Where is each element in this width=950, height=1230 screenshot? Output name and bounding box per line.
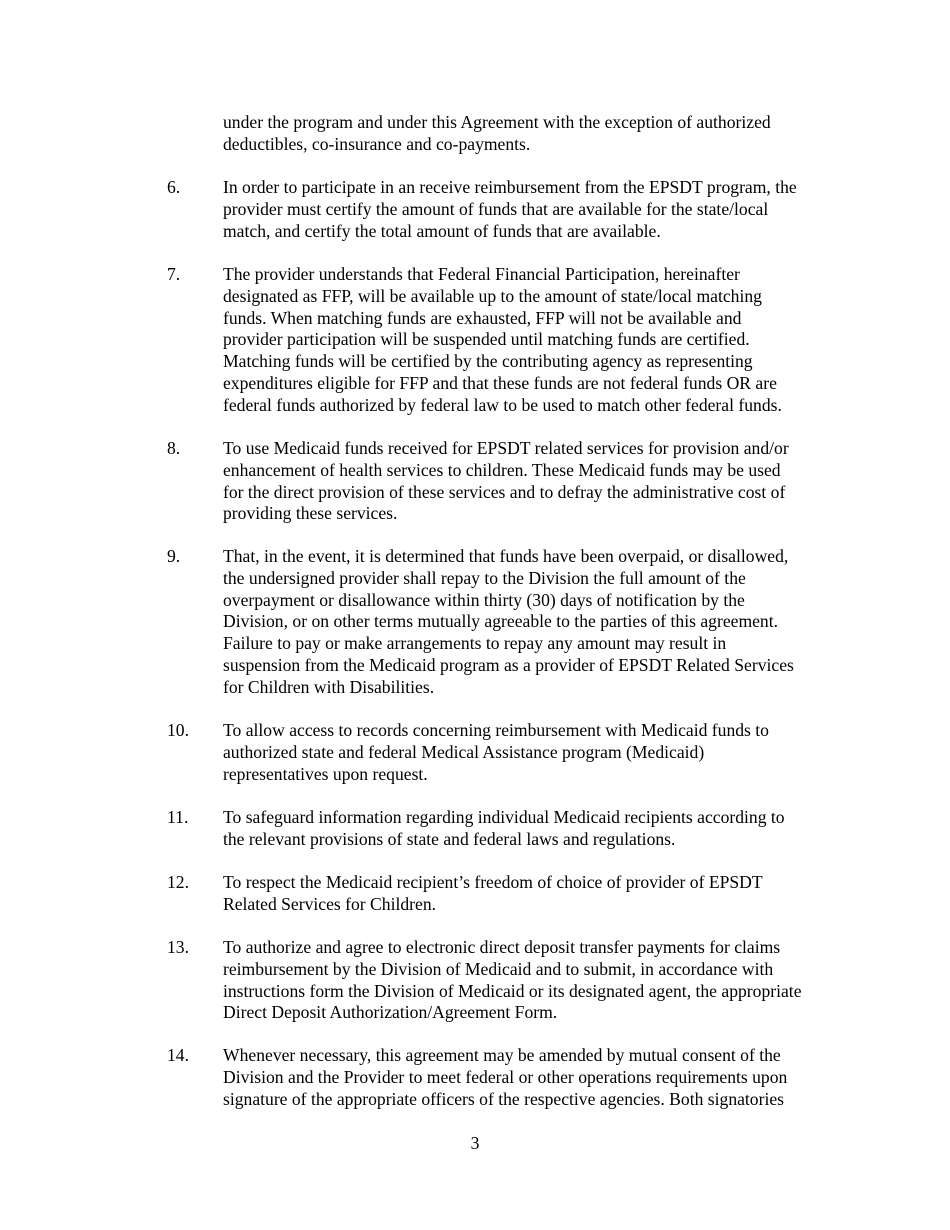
text-line: expenditures eligible for FFP and that these funds are not federal funds OR are <box>223 372 777 393</box>
text-line: To respect the Medicaid recipient’s freedom of choice of provider of EPSDT <box>223 872 763 892</box>
item-number: 11. <box>167 807 189 827</box>
text-line: Division, or on other terms mutually agreeable to the parties of this agreement. <box>223 611 779 632</box>
text-line: under the program and under this Agreement with the exception of authorized <box>223 112 771 132</box>
text-line: To use Medicaid funds received for EPSDT related services for provision and/or <box>223 438 789 458</box>
text-line: Direct Deposit Authorization/Agreement Form. <box>223 1002 558 1023</box>
text-line: signature of the appropriate officers of the respective agencies. Both signatories <box>223 1088 785 1109</box>
text-line: the undersigned provider shall repay to the Division the full amount of the <box>223 567 746 588</box>
text-line: overpayment or disallowance within thirty (30) days of notification by the <box>223 589 745 610</box>
continuation-paragraph <box>223 112 845 156</box>
text-line: instructions form the Division of Medicaid or its designated agent, the appropriate <box>223 980 802 1001</box>
text-line: for Children with Disabilities. <box>223 676 435 697</box>
item-number: 13. <box>167 937 189 957</box>
text-line: To authorize and agree to electronic direct deposit transfer payments for claims <box>223 937 781 957</box>
text-line: Failure to pay or make arrangements to repay any amount may result in <box>223 633 727 654</box>
item-text <box>223 872 845 916</box>
item-number: 9. <box>167 546 181 566</box>
text-line: representatives upon request. <box>223 763 428 784</box>
text-line: providing these services. <box>223 503 398 524</box>
item-text <box>223 264 845 417</box>
item-text <box>223 438 845 525</box>
text-line: match, and certify the total amount of funds that are available. <box>223 220 661 241</box>
text-line: That, in the event, it is determined that funds have been overpaid, or disallowed, <box>223 546 789 566</box>
page-number: 3 <box>470 1133 480 1153</box>
text-line: authorized state and federal Medical Assistance program (Medicaid) <box>223 741 705 762</box>
item-number: 12. <box>167 872 189 892</box>
text-line: federal funds authorized by federal law to be used to match other federal funds. <box>223 394 782 415</box>
text-line: To safeguard information regarding individual Medicaid recipients according to <box>223 807 785 827</box>
text-line: reimbursement by the Division of Medicaid and to submit, in accordance with <box>223 958 774 979</box>
text-line: The provider understands that Federal Financial Participation, hereinafter <box>223 264 740 284</box>
item-number: 7. <box>167 264 181 284</box>
text-line: Related Services for Children. <box>223 893 437 914</box>
text-line: designated as FFP, will be available up to the amount of state/local matching <box>223 285 762 306</box>
text-line: deductibles, co-insurance and co-payments. <box>223 133 531 154</box>
text-line: for the direct provision of these services and to defray the administrative cost of <box>223 481 786 502</box>
text-line: funds. When matching funds are exhausted, FFP will not be available and <box>223 307 742 328</box>
item-number: 8. <box>167 438 181 458</box>
item-text <box>223 807 845 851</box>
text-line: suspension from the Medicaid program as a provider of EPSDT Related Services <box>223 654 794 675</box>
item-number: 6. <box>167 177 181 197</box>
item-text <box>223 177 845 242</box>
text-line: enhancement of health services to children. These Medicaid funds may be used <box>223 459 781 480</box>
item-number: 10. <box>167 720 189 740</box>
item-number: 14. <box>167 1045 189 1065</box>
text-line: the relevant provisions of state and federal laws and regulations. <box>223 828 676 849</box>
text-line: To allow access to records concerning reimbursement with Medicaid funds to <box>223 720 769 740</box>
text-line: provider participation will be suspended until matching funds are certified. <box>223 329 750 350</box>
text-line: Division and the Provider to meet federal or other operations requirements upon <box>223 1066 788 1087</box>
text-line: In order to participate in an receive reimbursement from the EPSDT program, the <box>223 177 797 197</box>
item-text <box>223 720 845 785</box>
text-line: Matching funds will be certified by the contributing agency as representing <box>223 351 753 372</box>
text-line: provider must certify the amount of funds that are available for the state/local <box>223 198 769 219</box>
item-text <box>223 1045 845 1110</box>
text-line: Whenever necessary, this agreement may be amended by mutual consent of the <box>223 1045 781 1065</box>
item-text <box>223 937 845 1024</box>
item-text <box>223 546 845 699</box>
